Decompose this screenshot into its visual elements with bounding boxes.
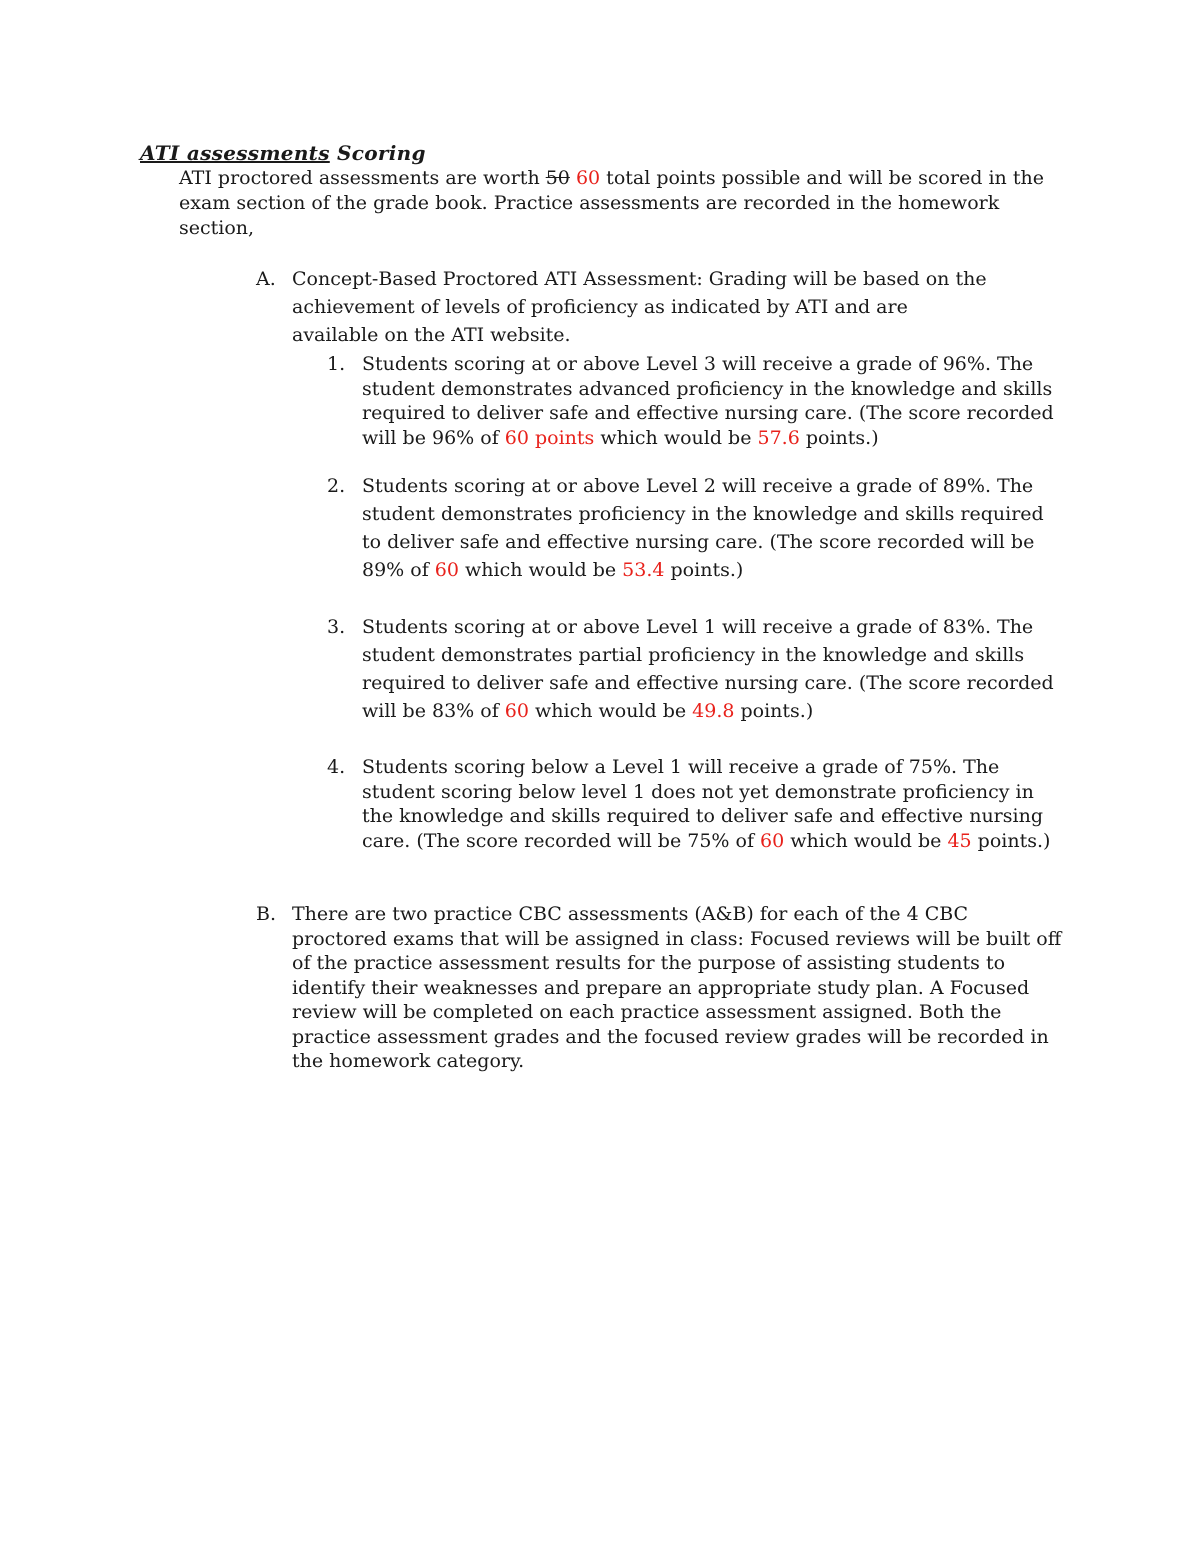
section-a-line: available on the ATI website.	[292, 324, 571, 346]
red-value: 45	[947, 829, 972, 852]
list-item-text: Students scoring at or above Level 3 will receive a grade of 96%. The student demonstrates advanced proficiency in the knowledge and skills required to deliver safe and effective nursing care. (The score recorded will be 96% of 60 points which would be 57.6 points.)	[362, 353, 1054, 449]
list-item-marker: 2.	[327, 475, 346, 497]
red-value: 49.8	[692, 700, 735, 722]
red-value: 57.6	[757, 426, 800, 449]
intro-paragraph	[179, 166, 1059, 241]
list-item-text: Students scoring at or above Level 1 will receive a grade of 83%. The student demonstrates partial proficiency in the knowledge and skills required to deliver safe and effective nursing care. (The score recorded will be 83% of 60 which would be 49.8 points.)	[362, 616, 1054, 722]
list-item-marker: 1.	[327, 353, 346, 375]
list-item	[327, 472, 1062, 584]
intro-struck-value: 50	[545, 167, 570, 189]
list-item-marker: 4.	[327, 756, 346, 778]
title-underlined: ATI assessments	[140, 141, 330, 165]
section-title	[140, 141, 426, 165]
list-item-text: Students scoring below a Level 1 will receive a grade of 75%. The student scoring below level 1 does not yet demonstrate proficiency in the knowledge and skills required to deliver safe and effective nursing care. (The score recorded will be 75% of 60 which would be 45 points.)	[362, 756, 1051, 852]
intro-after: total points possible and will be scored in the exam section of the grade book. Practice assessments are recorded in the homework section,	[179, 167, 1044, 239]
red-value: 60	[434, 559, 459, 581]
section-a	[256, 265, 1066, 349]
section-a-line: Concept-Based Proctored ATI Assessment: Grading will be based on the	[292, 268, 987, 290]
red-value: 60	[504, 700, 529, 722]
list-item	[327, 352, 1062, 450]
list-item	[327, 613, 1062, 725]
section-a-text	[292, 265, 1066, 349]
section-a-line: achievement of levels of proficiency as indicated by ATI and are	[292, 296, 908, 318]
section-b-text: There are two practice CBC assessments (A&B) for each of the 4 CBC proctored exams that will be assigned in class: Focused reviews will be built off of the practice assessment results for the purpose of assisting students to identify their weaknesses and prepare an appropriate study plan. A Focused review will be completed on each practice assessment assigned. Both the practice assessment grades and the focused review grades will be recorded in the homework category.	[292, 903, 1062, 1072]
title-rest: Scoring	[337, 141, 426, 165]
section-b-marker: B.	[256, 903, 277, 925]
section-b	[256, 902, 1066, 1074]
intro-before: ATI proctored assessments are worth	[179, 167, 546, 189]
red-value: 60 points	[504, 426, 595, 449]
intro-new-value: 60	[575, 167, 601, 189]
list-item-text: Students scoring at or above Level 2 will receive a grade of 89%. The student demonstrates proficiency in the knowledge and skills required to deliver safe and effective nursing care. (The score recorded will be 89% of 60 which would be 53.4 points.)	[362, 475, 1044, 581]
section-a-marker: A.	[256, 268, 276, 290]
red-value: 60	[760, 829, 785, 852]
list-item-marker: 3.	[327, 616, 346, 638]
red-value: 53.4	[622, 559, 665, 581]
list-item	[327, 755, 1062, 853]
